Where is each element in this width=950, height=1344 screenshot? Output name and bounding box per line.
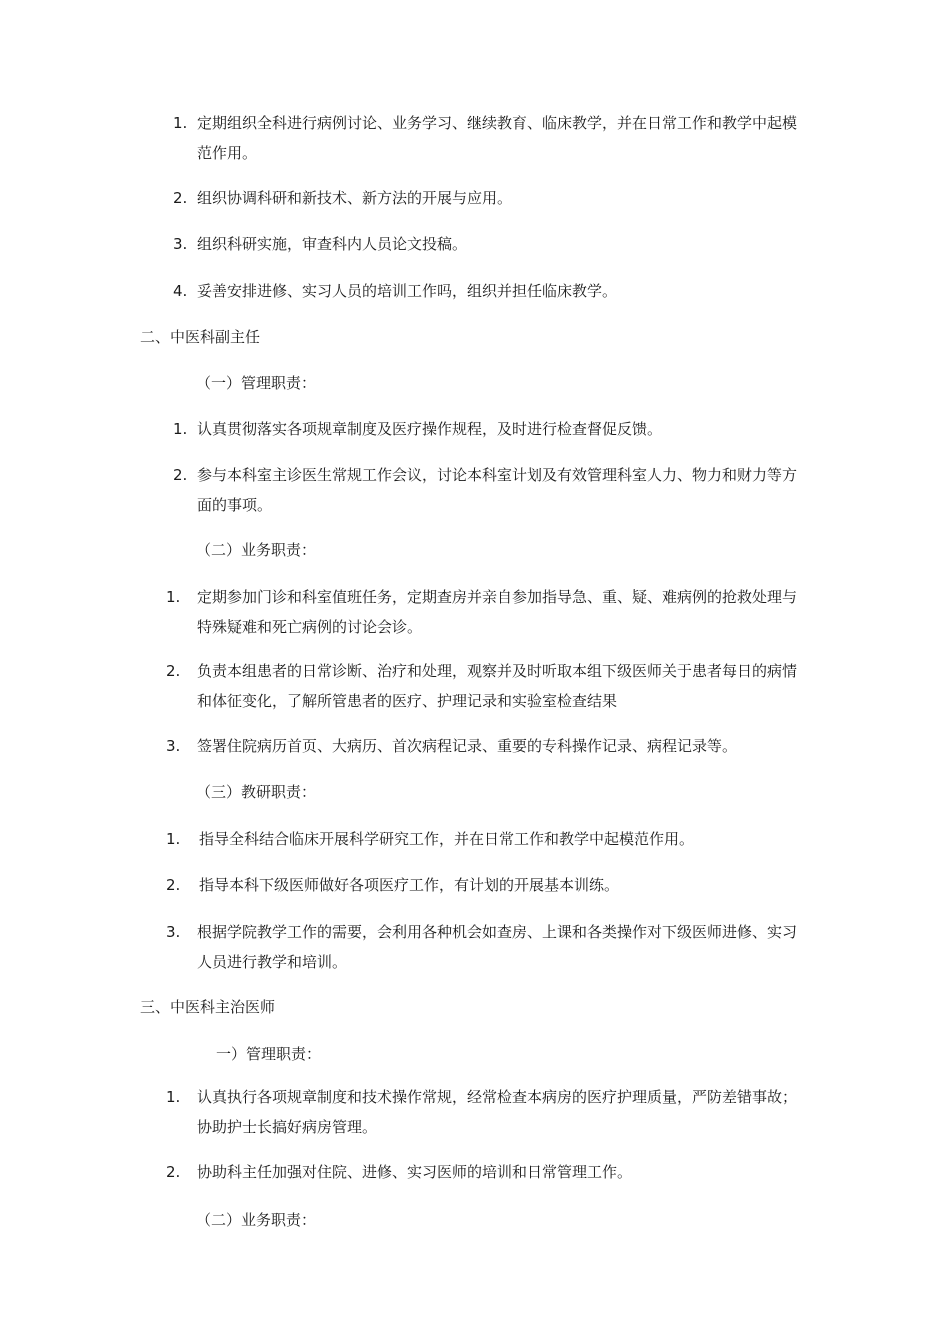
list-number: 1. — [166, 830, 181, 848]
list-item-text: 组织科研实施，审查科内人员论文投稿。 — [197, 235, 468, 253]
list-number: 1. — [166, 1088, 181, 1106]
subsection-heading: （三）教研职责： — [196, 783, 317, 801]
subsection-heading: 一）管理职责： — [216, 1045, 322, 1063]
list-number: 1. — [173, 114, 188, 132]
list-item-text: 组织协调科研和新技术、新方法的开展与应用。 — [197, 189, 513, 207]
list-item-text: 定期参加门诊和科室值班任务，定期查房并亲自参加指导急、重、疑、难病例的抢救处理与特殊疑难和死亡病例的讨论会诊。 — [197, 588, 798, 636]
list-item-text: 参与本科室主诊医生常规工作会议，讨论本科室计划及有效管理科室人力、物力和财力等方面的事项。 — [197, 466, 798, 514]
section-heading: 二、中医科副主任 — [140, 328, 261, 346]
list-item-text: 签署住院病历首页、大病历、首次病程记录、重要的专科操作记录、病程记录等。 — [197, 737, 738, 755]
list-item-text: 根据学院教学工作的需要，会利用各种机会如查房、上课和各类操作对下级医师进修、实习人员进行教学和培训。 — [197, 923, 798, 971]
list-number: 1. — [166, 588, 181, 606]
subsection-heading: （二）业务职责： — [196, 1211, 317, 1229]
section-heading: 三、中医科主治医师 — [140, 998, 276, 1016]
list-number: 2. — [166, 662, 181, 680]
list-number: 3. — [166, 737, 181, 755]
list-item-text: 指导本科下级医师做好各项医疗工作，有计划的开展基本训练。 — [199, 876, 620, 894]
list-item-text: 协助科主任加强对住院、进修、实习医师的培训和日常管理工作。 — [197, 1163, 633, 1181]
list-item-text: 妥善安排进修、实习人员的培训工作吗，组织并担任临床教学。 — [197, 282, 618, 300]
list-item-text: 定期组织全科进行病例讨论、业务学习、继续教育、临床教学，并在日常工作和教学中起模范作用。 — [197, 114, 798, 162]
list-number: 2. — [173, 466, 188, 484]
list-number: 3. — [166, 923, 181, 941]
list-number: 1. — [173, 420, 188, 438]
list-item-text: 负责本组患者的日常诊断、治疗和处理，观察并及时听取本组下级医师关于患者每日的病情和体征变化，了解所管患者的医疗、护理记录和实验室检查结果 — [197, 662, 798, 710]
list-number: 3. — [173, 235, 188, 253]
list-item-text: 认真执行各项规章制度和技术操作常规，经常检查本病房的医疗护理质量，严防差错事故；协助护士长搞好病房管理。 — [197, 1088, 798, 1136]
list-item-text: 认真贯彻落实各项规章制度及医疗操作规程，及时进行检查督促反馈。 — [197, 420, 663, 438]
list-item-text: 指导全科结合临床开展科学研究工作，并在日常工作和教学中起模范作用。 — [199, 830, 695, 848]
subsection-heading: （二）业务职责： — [196, 541, 317, 559]
list-number: 4. — [173, 282, 188, 300]
subsection-heading: （一）管理职责： — [196, 374, 317, 392]
list-number: 2. — [166, 876, 181, 894]
list-number: 2. — [173, 189, 188, 207]
list-number: 2. — [166, 1163, 181, 1181]
